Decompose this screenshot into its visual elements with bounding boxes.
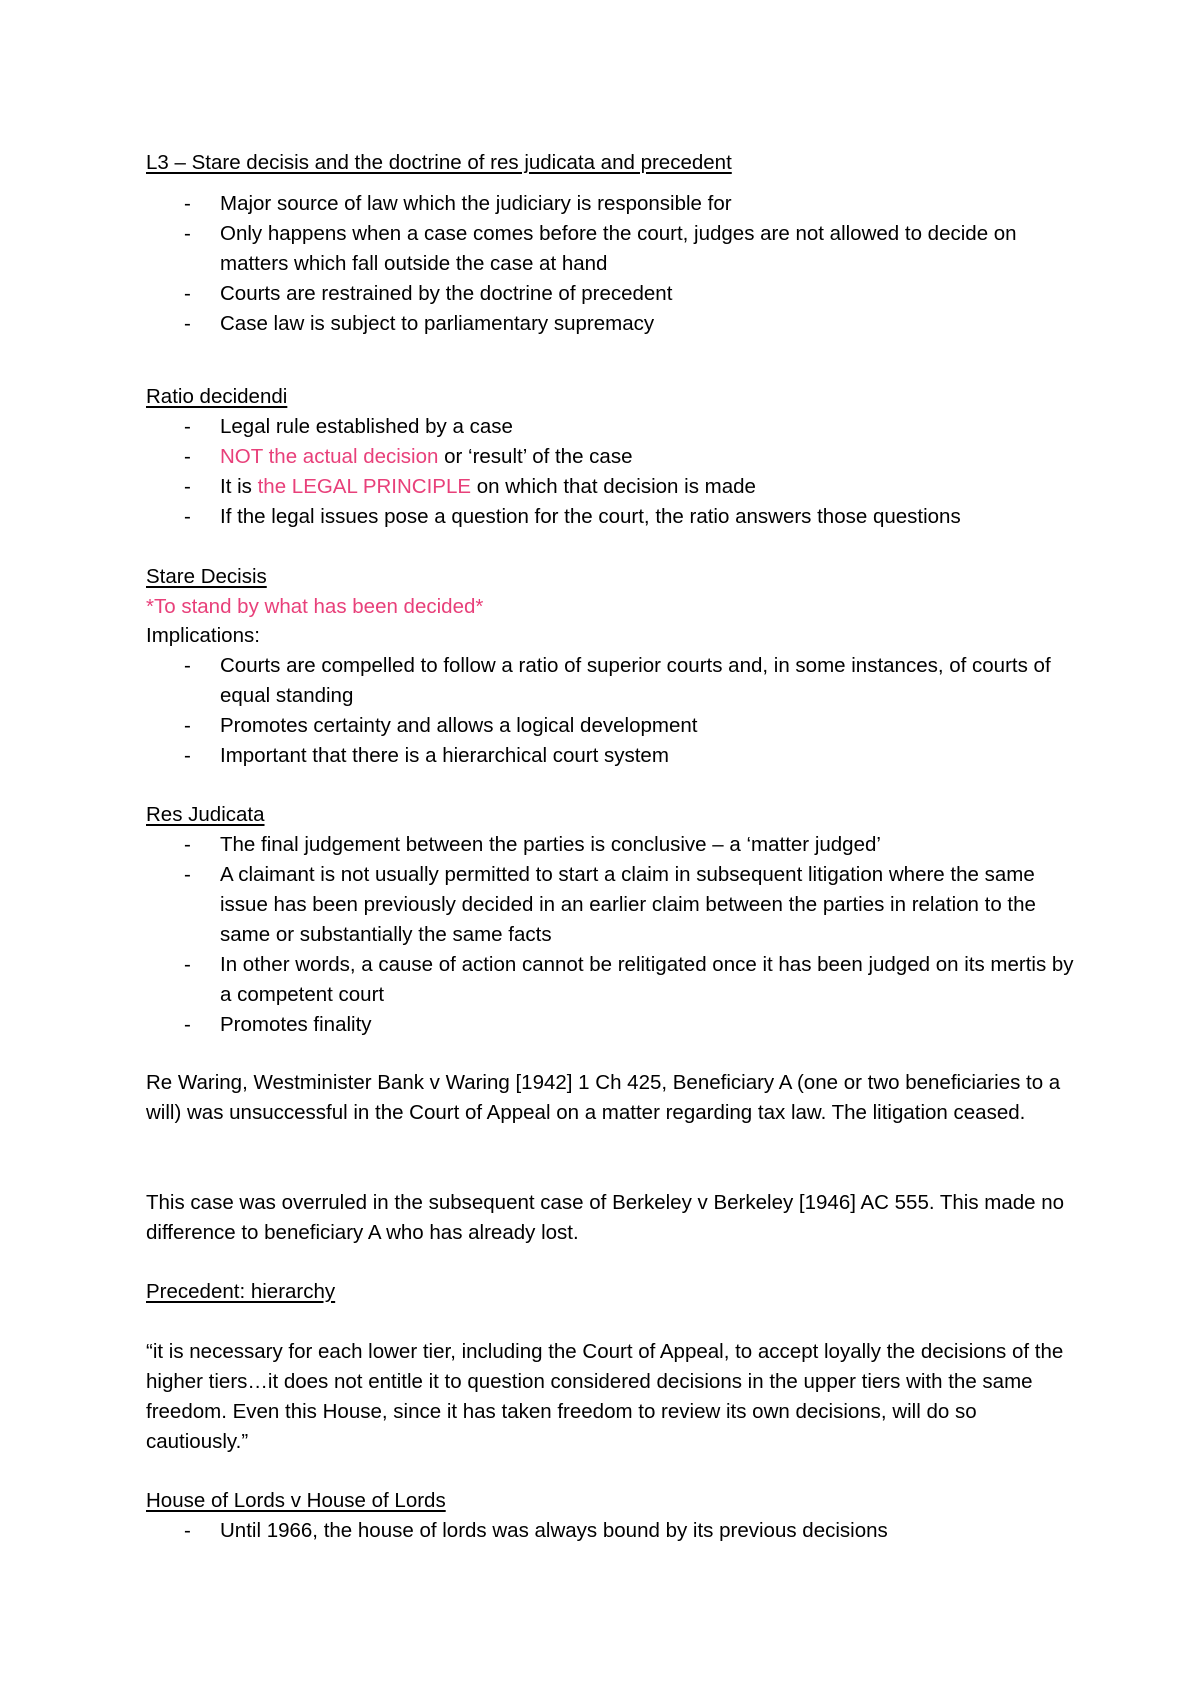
bullet-dash: - [184, 833, 191, 856]
list-item: - Courts are compelled to follow a ratio of superior courts and, in some instances, of courts of equal standing [146, 651, 1076, 711]
house-of-lords-list [146, 1516, 1076, 1546]
list-item: - It is the LEGAL PRINCIPLE on which that decision is made [146, 472, 1076, 502]
list-item: - Promotes certainty and allows a logical development [146, 711, 1076, 741]
berkeley-case-paragraph: This case was overruled in the subsequent case of Berkeley v Berkeley [1946] AC 555. This made no difference to beneficiary A who has already lost. [146, 1191, 1065, 1244]
list-item: - If the legal issues pose a question for the court, the ratio answers those questions [146, 502, 1076, 532]
list-item: - Only happens when a case comes before the court, judges are not allowed to decide on matters which fall outside the case at hand [146, 219, 1076, 279]
implications-label: Implications: [146, 624, 260, 647]
list-item: - Until 1966, the house of lords was always bound by its previous decisions [146, 1516, 1076, 1546]
list-item: - Legal rule established by a case [146, 412, 1076, 442]
house-of-lords-heading: House of Lords v House of Lords [146, 1489, 446, 1512]
list-item: - Major source of law which the judiciary is responsible for [146, 189, 1076, 219]
intro-list [146, 189, 1076, 339]
list-item: - Promotes finality [146, 1010, 1076, 1040]
list-item: - A claimant is not usually permitted to start a claim in subsequent litigation where the same issue has been previously decided in an earlier claim between the parties in relation to the same or substantially the same facts [146, 860, 1076, 950]
bullet-dash: - [184, 505, 191, 528]
bullet-dash: - [184, 714, 191, 737]
list-item: - Important that there is a hierarchical court system [146, 741, 1076, 771]
ratio-list [146, 412, 1076, 532]
res-judicata-list [146, 830, 1076, 1040]
bullet-dash: - [184, 192, 191, 215]
bullet-dash: - [184, 1013, 191, 1036]
list-item: - Courts are restrained by the doctrine of precedent [146, 279, 1076, 309]
stare-decisis-translation: *To stand by what has been decided* [146, 595, 484, 618]
bullet-dash: - [184, 445, 191, 468]
list-item: - NOT the actual decision or ‘result’ of the case [146, 442, 1076, 472]
hierarchy-heading: Precedent: hierarchy [146, 1280, 336, 1303]
ratio-heading: Ratio decidendi [146, 385, 288, 408]
waring-case-paragraph: Re Waring, Westminister Bank v Waring [1942] 1 Ch 425, Beneficiary A (one or two beneficiaries to a will) was unsuccessful in the Court of Appeal on a matter regarding tax law. The litigation ceased. [146, 1071, 1061, 1124]
bullet-dash: - [184, 953, 191, 976]
bullet-dash: - [184, 744, 191, 767]
list-item: - In other words, a cause of action cannot be relitigated once it has been judged on its mertis by a competent court [146, 950, 1076, 1010]
list-item: - Case law is subject to parliamentary supremacy [146, 309, 1076, 339]
stare-decisis-heading: Stare Decisis [146, 565, 267, 588]
hierarchy-quote: “it is necessary for each lower tier, including the Court of Appeal, to accept loyally the decisions of the higher tiers…it does not entitle it to question considered decisions in the upper tiers with the same freedom. Even this House, since it has taken freedom to review its own decisions, will do so cautiously.” [146, 1340, 1064, 1453]
page-title: L3 – Stare decisis and the doctrine of res judicata and precedent [146, 151, 732, 174]
res-judicata-heading: Res Judicata [146, 803, 265, 826]
stare-decisis-list [146, 651, 1076, 771]
bullet-dash: - [184, 312, 191, 335]
bullet-dash: - [184, 863, 191, 886]
list-item: - The final judgement between the parties is conclusive – a ‘matter judged’ [146, 830, 1076, 860]
highlight-text: the LEGAL PRINCIPLE [257, 475, 472, 498]
bullet-dash: - [184, 475, 191, 498]
bullet-dash: - [184, 282, 191, 305]
bullet-dash: - [184, 222, 191, 245]
highlight-text: NOT the actual decision [220, 445, 439, 468]
bullet-dash: - [184, 415, 191, 438]
bullet-dash: - [184, 1519, 191, 1542]
bullet-dash: - [184, 654, 191, 677]
